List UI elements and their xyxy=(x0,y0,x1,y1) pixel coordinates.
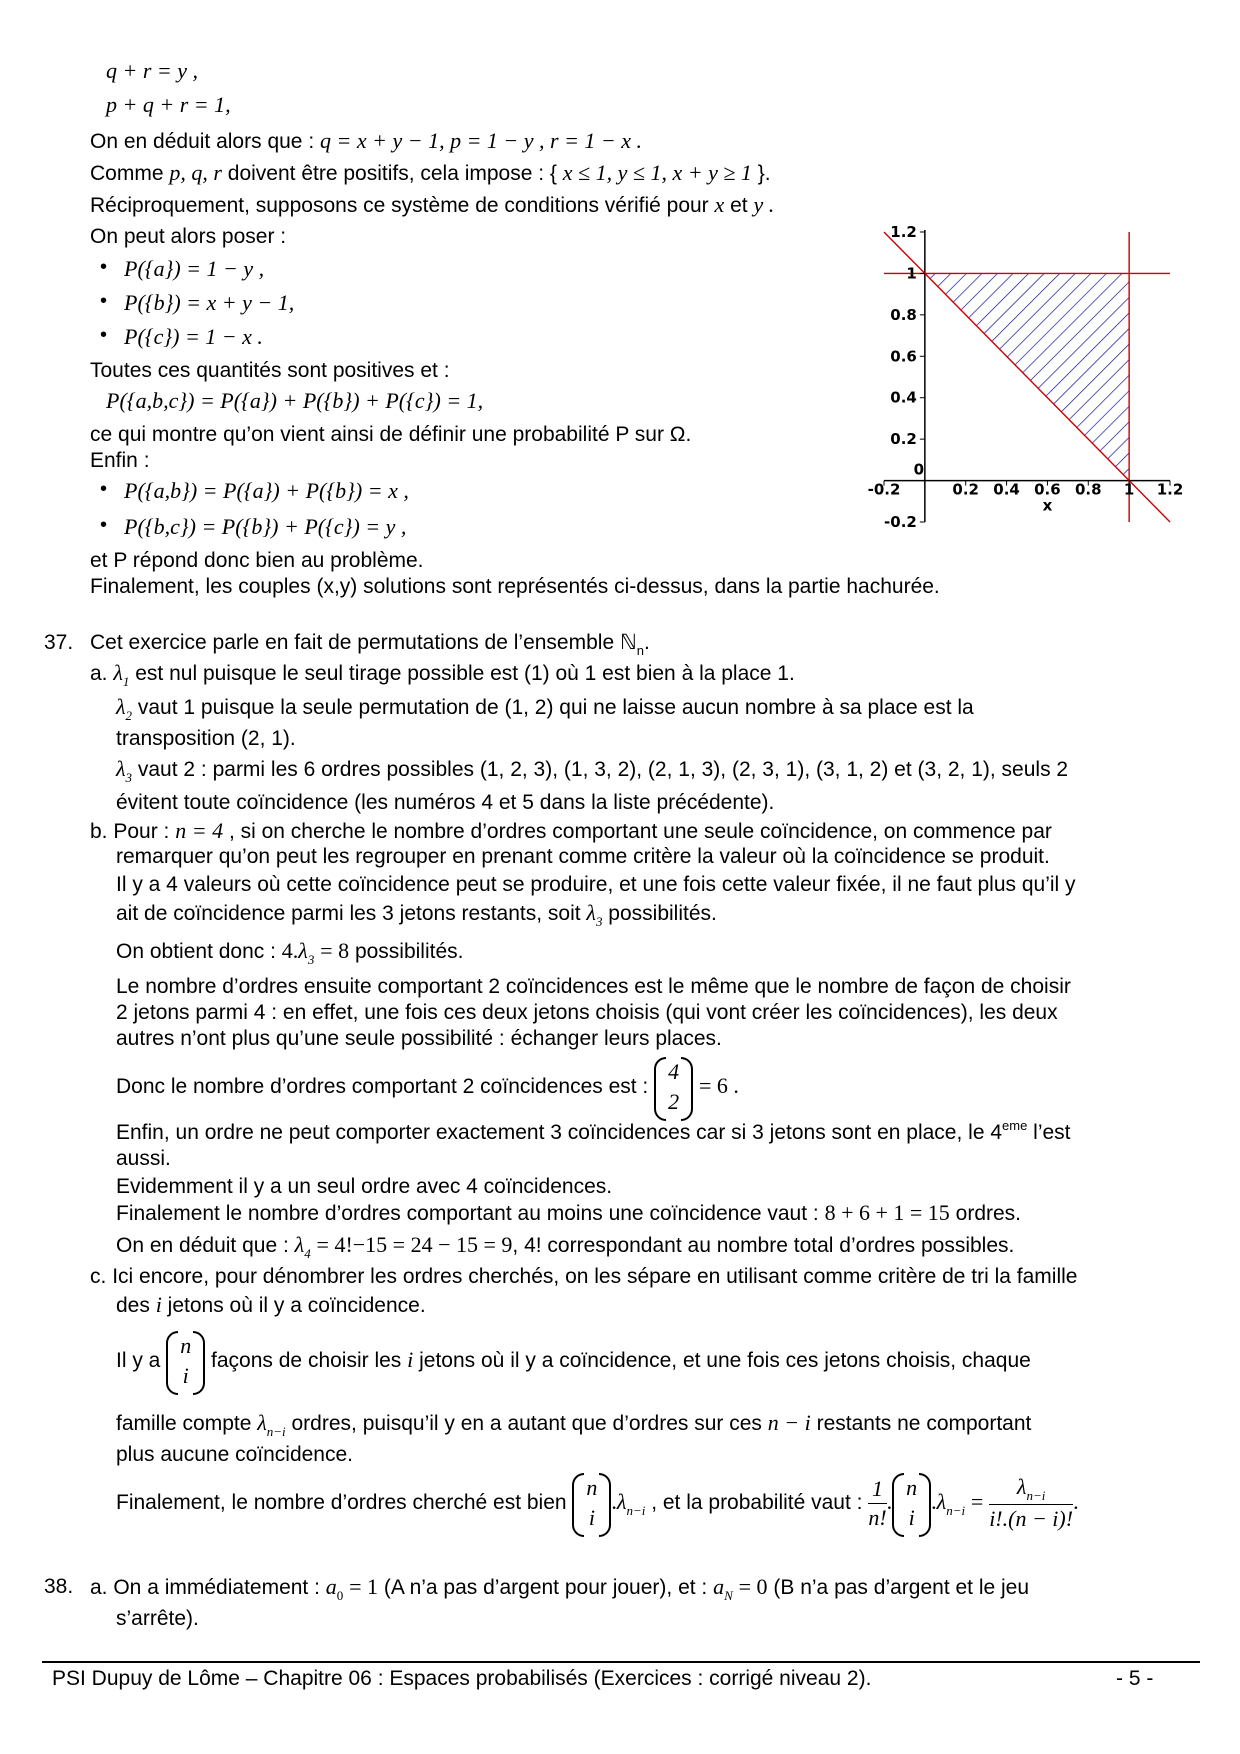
ex38-a-pre: a. On a immédiatement : xyxy=(90,1576,320,1599)
toutes-line: Toutes ces quantités sont positives et : xyxy=(90,359,450,382)
ex37-b13-post: ordres. xyxy=(955,1202,1021,1225)
x-tick-label: 0.8 xyxy=(1074,480,1102,499)
binomial-4-2 xyxy=(654,1057,693,1117)
y-tick-label: -0.2 xyxy=(884,513,917,530)
ex37-a-line3 xyxy=(116,756,1068,785)
binom-bottom: i xyxy=(182,1363,189,1389)
binom-top: n xyxy=(586,1475,598,1501)
ex37-b9-post: = 6 . xyxy=(698,1073,739,1098)
ex37-b13-math: 8 + 6 + 1 = 15 xyxy=(824,1200,950,1225)
lambda-sub: n−i xyxy=(946,1503,966,1518)
frac-den: n! xyxy=(868,1504,887,1530)
ex37-b5-post: possibilités. xyxy=(354,940,464,963)
ex37-c1-text: Ici encore, pour dénombrer les ordres cherchés, on les sépare en utilisant comme critère de tri la famille xyxy=(112,1265,1078,1288)
bullet-icon: • xyxy=(100,256,108,278)
comme-line xyxy=(90,160,771,187)
lambda-sub: n−i xyxy=(626,1503,646,1518)
ex37-a-label: a. xyxy=(90,662,108,685)
ex37-b-line1 xyxy=(90,818,1052,845)
proba-ab: P({a,b}) = P({a}) + P({b}) = x , xyxy=(124,478,409,503)
footer-rule xyxy=(42,1661,1200,1663)
frac-num: 1 xyxy=(868,1475,886,1504)
x-tick-label: 0 xyxy=(913,460,925,479)
ex37-b4-post: possibilités. xyxy=(608,902,717,925)
ex37-c3-post: jetons où il y a coïncidence, et une fois ces jetons choisis, chaque xyxy=(419,1349,1031,1372)
lambda-symbol: λ xyxy=(113,660,123,685)
montre-line: ce qui montre qu’on vient ainsi de définir une probabilité P sur Ω. xyxy=(90,423,692,446)
equals: = xyxy=(970,1489,984,1514)
binom-bottom: 2 xyxy=(668,1089,680,1115)
fraction-lambda-over-factorials xyxy=(989,1473,1073,1533)
ex37-b14 xyxy=(116,1232,1014,1261)
x-tick-label: 0.2 xyxy=(952,480,980,499)
comme-end: }. xyxy=(757,162,771,185)
ex37-c1 xyxy=(90,1264,1077,1290)
ex37-b1-post: , si on cherche le nombre d’ordres comportant une seule coïncidence, on commence par xyxy=(228,820,1052,843)
ex37-intro-sub: n xyxy=(636,643,645,658)
x-axis-label: x xyxy=(1042,496,1053,515)
ex37-b13 xyxy=(116,1200,1021,1227)
ex37-c3-i: i xyxy=(407,1347,414,1372)
ex37-b3: Il y a 4 valeurs où cette coïncidence peut se produire, et une fois cette valeur fixée, il ne faut plus qu’il y xyxy=(116,873,1076,896)
lambda-symbol: λ xyxy=(257,1410,267,1435)
fraction-1-over-nfact xyxy=(868,1475,886,1532)
ex37-c3-mid: façons de choisir les xyxy=(211,1349,402,1372)
ex37-c4 xyxy=(116,1410,1031,1439)
solution-region-plot xyxy=(816,190,1226,530)
ex38-a-line1 xyxy=(90,1574,1029,1603)
ex37-a-line2 xyxy=(116,694,974,723)
repond-line: et P répond donc bien au problème. xyxy=(90,549,424,572)
ex37-c4-pre: famille compte xyxy=(116,1412,252,1435)
ex37-b7: 2 jetons parmi 4 : en effet, une fois ces deux jetons choisis (qui vont créer les coïncidences), les deux xyxy=(116,1001,1058,1024)
ex37-intro-text: Cet exercice parle en fait de permutations de l’ensemble ℕ xyxy=(90,631,637,654)
binom-top: n xyxy=(906,1475,918,1501)
lambda-symbol: λ xyxy=(116,756,126,781)
recip-text: Réciproquement, supposons ce système de conditions vérifié pour xyxy=(90,194,709,217)
x-tick-label: -0.2 xyxy=(867,480,901,499)
binomial-n-i xyxy=(892,1473,931,1533)
proba-b: P({b}) = x + y − 1, xyxy=(124,290,295,315)
ex37-b14-math: = 4!−15 = 24 − 15 = 9 xyxy=(316,1232,513,1257)
enfin-line: Enfin : xyxy=(90,449,150,472)
dot: . xyxy=(611,1489,617,1514)
ex37-b-label: b. xyxy=(90,820,108,843)
binom-top: 4 xyxy=(668,1059,680,1085)
frac-num xyxy=(989,1473,1073,1505)
ex37-b10-sup: eme xyxy=(1002,1118,1028,1133)
ex37-b5 xyxy=(116,938,464,967)
ex37-b5-math2: = 8 xyxy=(320,938,350,963)
ex37-b5-math1: 4. xyxy=(281,938,299,963)
ex37-intro xyxy=(90,630,650,658)
lambda-sub: 4 xyxy=(304,1246,311,1261)
ex37-b14-pre: On en déduit que : xyxy=(116,1234,289,1257)
aN-sub: N xyxy=(724,1588,733,1603)
ex37-c6 xyxy=(116,1470,1079,1537)
ex37-b10 xyxy=(116,1120,1071,1148)
ex37-b10-pre: Enfin, un ordre ne peut comporter exactement 3 coïncidences car si 3 jetons sont en place, le 4 xyxy=(116,1121,1003,1144)
ex37-b12: Evidemment il y a un seul ordre avec 4 coïncidences. xyxy=(116,1175,613,1198)
ex37-b10-post: l’est xyxy=(1033,1121,1071,1144)
ex37-intro-end: . xyxy=(644,631,650,654)
proba-c: P({c}) = 1 − x . xyxy=(124,324,263,349)
frac-den: i!.(n − i)! xyxy=(989,1506,1074,1532)
ex37-b1-pre: Pour : xyxy=(113,820,170,843)
aN-eq: = 0 xyxy=(738,1574,768,1599)
ex37-b9-pre: Donc le nombre d’ordres comportant 2 coïncidences est : xyxy=(116,1075,649,1098)
ex37-a2-text: vaut 1 puisque la seule permutation de (1, 2) qui ne laisse aucun nombre à sa place est la xyxy=(137,696,974,719)
recip-x: x xyxy=(714,192,725,217)
ex37-c2 xyxy=(116,1292,426,1319)
aN-symbol: a xyxy=(713,1574,725,1599)
lambda-sub: 2 xyxy=(125,708,133,723)
ex37-c3-pre: Il y a xyxy=(116,1349,161,1372)
ex37-c4-math: n − i xyxy=(767,1410,811,1435)
ex38-a-mid: (A n’a pas d’argent pour jouer), et : xyxy=(383,1576,708,1599)
ex37-c3 xyxy=(116,1328,1031,1393)
ex37-b8: autres n’ont plus qu’une seule possibilité : échanger leurs places. xyxy=(116,1027,722,1050)
ex37-a1-text: est nul puisque le seul tirage possible est (1) où 1 est bien à la place 1. xyxy=(135,662,795,685)
comme-pre: Comme xyxy=(90,162,164,185)
lambda-sub: n−i xyxy=(1026,1488,1046,1504)
deduit-line xyxy=(90,128,642,155)
poser-line: On peut alors poser : xyxy=(90,225,287,248)
deduit-math: q = x + y − 1, p = 1 − y , r = 1 − x . xyxy=(320,128,643,153)
y-tick-label: 0.6 xyxy=(890,347,917,366)
ex37-b1-math: n = 4 xyxy=(175,818,224,843)
dot: . xyxy=(886,1489,893,1514)
ex37-b9 xyxy=(116,1054,739,1119)
end-dot: . xyxy=(1073,1489,1079,1514)
ex37-b5-pre: On obtient donc : xyxy=(116,940,276,963)
ex38-a-post: (B n’a pas d’argent et le jeu xyxy=(773,1576,1030,1599)
bullet-icon: • xyxy=(100,324,108,346)
ex37-c4-mid: ordres, puisqu’il y en a autant que d’ordres sur ces xyxy=(291,1412,762,1435)
ex37-a-line1 xyxy=(90,660,795,689)
recip-y: y . xyxy=(753,192,775,217)
page-number: - 5 - xyxy=(1116,1667,1154,1690)
ex37-c2-i: i xyxy=(155,1292,162,1317)
lambda-symbol: λ xyxy=(294,1232,305,1257)
a0-sub: 0 xyxy=(336,1588,344,1603)
lambda-sub: 3 xyxy=(125,770,133,785)
ex38-number: 38. xyxy=(44,1575,74,1598)
binom-top: n xyxy=(180,1333,192,1359)
ex37-number: 37. xyxy=(44,631,74,654)
ex38-a-cont: s’arrête). xyxy=(116,1607,199,1630)
ex37-a3-cont: évitent toute coïncidence (les numéros 4 et 5 dans la liste précédente). xyxy=(116,791,775,814)
binom-bottom: i xyxy=(908,1505,915,1531)
equation-q-r: q + r = y , xyxy=(106,58,199,83)
ex37-a3-text: vaut 2 : parmi les 6 ordres possibles (1, 2, 3), (1, 3, 2), (2, 1, 3), (2, 3, 1), (3, 1, 2) et (3, 2, 1), seuls 2 xyxy=(137,758,1069,781)
lambda-sub: 1 xyxy=(122,674,130,689)
footer-left: PSI Dupuy de Lôme – Chapitre 06 : Espaces probabilisés (Exercices : corrigé niveau 2). xyxy=(52,1667,872,1690)
proba-abc: P({a,b,c}) = P({a}) + P({b}) + P({c}) = 1, xyxy=(106,388,484,413)
deduit-label: On en déduit alors que : xyxy=(90,130,315,153)
ex37-c5: plus aucune coïncidence. xyxy=(116,1443,353,1466)
lambda-symbol: λ xyxy=(298,938,308,963)
lambda-symbol: λ xyxy=(586,900,596,925)
ex37-b13-pre: Finalement le nombre d’ordres comportant au moins une coïncidence vaut : xyxy=(116,1202,819,1225)
binomial-n-i xyxy=(572,1473,611,1533)
lambda-symbol: λ xyxy=(1016,1474,1027,1500)
comme-vars: p, q, r xyxy=(169,160,222,185)
binomial-n-i xyxy=(166,1331,205,1391)
ex37-a2-cont: transposition (2, 1). xyxy=(116,727,296,750)
lambda-symbol: λ xyxy=(616,1489,627,1514)
bullet-icon: • xyxy=(100,514,108,536)
x-tick-label: 0.6 xyxy=(1034,480,1061,499)
ex37-b4 xyxy=(116,900,717,929)
lambda-symbol: λ xyxy=(116,694,126,719)
comme-post: doivent être positifs, cela impose : { xyxy=(227,162,557,185)
ex37-b14-post: , 4! correspondant au nombre total d’ordres possibles. xyxy=(512,1234,1015,1257)
ex37-c-label: c. xyxy=(90,1265,107,1288)
finalement-line: Finalement, les couples (x,y) solutions sont représentés ci-dessus, dans la partie hachurée. xyxy=(90,575,940,598)
bullet-icon: • xyxy=(100,290,108,312)
dot: . xyxy=(931,1489,937,1514)
comme-cond: x ≤ 1, y ≤ 1, x + y ≥ 1 xyxy=(562,160,752,185)
ex37-c4-post: restants ne comportant xyxy=(816,1412,1032,1435)
x-tick-label: 1.2 xyxy=(1156,480,1184,499)
y-tick-label: 0.4 xyxy=(890,388,917,407)
ex37-b2: remarquer qu’on peut les regrouper en prenant comme critère la valeur où la coïncidence se produit. xyxy=(116,845,1050,868)
recip-line xyxy=(90,192,774,219)
bullet-icon: • xyxy=(100,478,108,500)
binom-bottom: i xyxy=(588,1505,595,1531)
ex37-b11: aussi. xyxy=(116,1147,171,1170)
y-tick-label: 0.8 xyxy=(890,305,917,324)
a0-eq: = 1 xyxy=(349,1574,379,1599)
y-tick-label: 1.2 xyxy=(890,223,917,241)
ex37-c2-post: jetons où il y a coïncidence. xyxy=(167,1294,426,1317)
ex37-c2-pre: des xyxy=(116,1294,150,1317)
lambda-sub: 3 xyxy=(595,914,603,929)
x-tick-label: 0.4 xyxy=(993,480,1020,499)
recip-and: et xyxy=(730,194,748,217)
equation-p-q-r: p + q + r = 1, xyxy=(106,92,231,117)
ex37-b4-pre: ait de coïncidence parmi les 3 jetons restants, soit xyxy=(116,902,581,925)
ex37-b6: Le nombre d’ordres ensuite comportant 2 coïncidences est le même que le nombre de façon de choisir xyxy=(116,975,1071,998)
plot-svg xyxy=(816,190,1226,530)
lambda-sub: n−i xyxy=(266,1424,286,1439)
y-tick-label: 0.2 xyxy=(890,430,917,449)
lambda-symbol: λ xyxy=(936,1489,947,1514)
a0-symbol: a xyxy=(325,1574,337,1599)
proba-bc: P({b,c}) = P({b}) + P({c}) = y , xyxy=(124,514,407,539)
lambda-sub: 3 xyxy=(307,952,315,967)
x-tick-label: 1 xyxy=(1123,480,1135,499)
proba-a: P({a}) = 1 − y , xyxy=(124,256,265,281)
ex37-c6-pre: Finalement, le nombre d’ordres cherché est bien xyxy=(116,1491,567,1514)
ex37-c6-mid: , et la probabilité vaut : xyxy=(651,1491,863,1514)
y-tick-label: 1 xyxy=(906,264,917,283)
